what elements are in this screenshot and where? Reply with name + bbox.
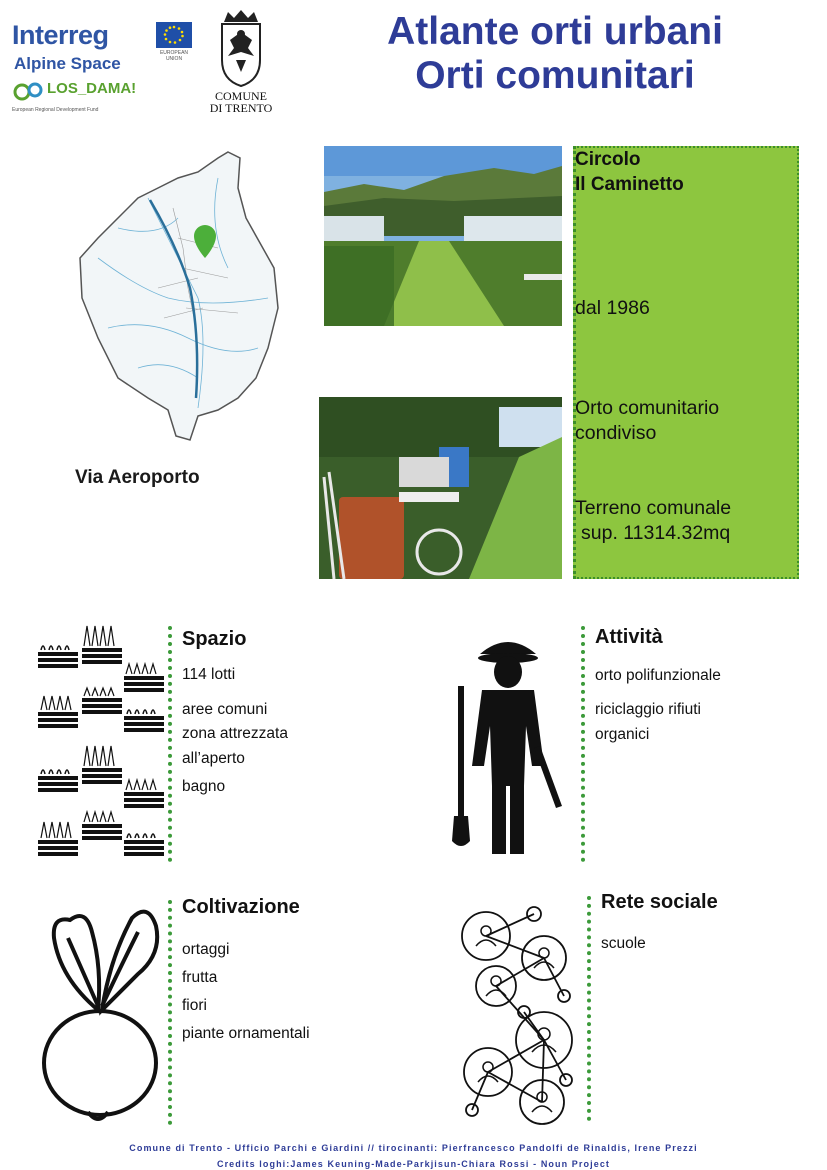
coltivazione-item: fiori bbox=[182, 997, 207, 1014]
garden-type bbox=[575, 396, 719, 446]
land-info bbox=[575, 496, 731, 546]
social-network-icon bbox=[458, 900, 576, 1128]
since-year: dal 1986 bbox=[575, 297, 650, 319]
spazio-item: all’aperto bbox=[182, 750, 245, 767]
comune-line1: COMUNE bbox=[214, 89, 267, 103]
garden-name-line1: Circolo bbox=[575, 149, 641, 170]
eu-label: EUROPEAN UNION bbox=[159, 50, 189, 62]
spazio-item: zona attrezzata bbox=[182, 725, 288, 742]
land-line2: sup. 11314.32mq bbox=[581, 522, 731, 544]
garden-photo-1 bbox=[324, 146, 562, 326]
alpine-space-text: Alpine Space bbox=[14, 54, 121, 73]
page-title bbox=[300, 10, 810, 98]
footer-credits-line1: Comune di Trento - Ufficio Parchi e Giardini // tirocinanti: Pierfrancesco Pandolfi de Rinaldis, Irene Prezzi bbox=[129, 1143, 698, 1153]
attivita-item: orto polifunzionale bbox=[595, 667, 721, 684]
erdf-text: European Regional Development Fund bbox=[12, 107, 99, 113]
beetroot-icon bbox=[40, 898, 162, 1128]
coltivazione-title: Coltivazione bbox=[182, 896, 300, 918]
coltivazione-item: ortaggi bbox=[182, 941, 230, 958]
spazio-item: aree comuni bbox=[182, 701, 268, 718]
los-dama-icon bbox=[13, 80, 45, 104]
spazio-title: Spazio bbox=[182, 628, 247, 650]
garden-name bbox=[575, 147, 684, 197]
spazio-item: bagno bbox=[182, 778, 226, 795]
city-map bbox=[78, 148, 282, 448]
title-line2: Orti comunitari bbox=[415, 54, 695, 97]
garden-plots-icon bbox=[38, 624, 166, 860]
footer-credits-line2: Credits loghi:James Keuning-Made-Parkjisun-Chiara Rossi - Noun Project bbox=[216, 1159, 611, 1169]
attivita-title: Attività bbox=[595, 626, 663, 648]
comune-name bbox=[200, 90, 282, 114]
rete-title: Rete sociale bbox=[601, 891, 718, 913]
place-label: Via Aeroporto bbox=[75, 467, 200, 488]
gardener-icon bbox=[452, 636, 568, 858]
coltivazione-item: frutta bbox=[182, 969, 218, 986]
eu-flag-icon bbox=[156, 22, 192, 48]
garden-name-line2: Il Caminetto bbox=[575, 174, 684, 195]
coltivazione-item: piante ornamentali bbox=[182, 1025, 310, 1042]
comune-line2: DI TRENTO bbox=[209, 101, 273, 115]
comune-coat-of-arms-icon bbox=[218, 10, 264, 88]
attivita-divider bbox=[581, 626, 585, 862]
spazio-item: 114 lotti bbox=[182, 666, 236, 683]
attivita-item: riciclaggio rifiuti bbox=[595, 701, 701, 718]
spazio-divider bbox=[168, 626, 172, 862]
interreg-logo-text: Interreg bbox=[12, 20, 109, 50]
garden-photo-2 bbox=[319, 397, 562, 579]
attivita-item: organici bbox=[595, 726, 650, 743]
rete-divider bbox=[587, 896, 591, 1121]
coltivazione-divider bbox=[168, 900, 172, 1125]
rete-item: scuole bbox=[601, 935, 646, 952]
land-line1: Terreno comunale bbox=[575, 497, 732, 519]
garden-type-line2: condiviso bbox=[575, 422, 657, 444]
los-dama-text: LOS_DAMA! bbox=[47, 80, 137, 97]
garden-type-line1: Orto comunitario bbox=[575, 397, 720, 419]
title-line1: Atlante orti urbani bbox=[387, 10, 723, 53]
